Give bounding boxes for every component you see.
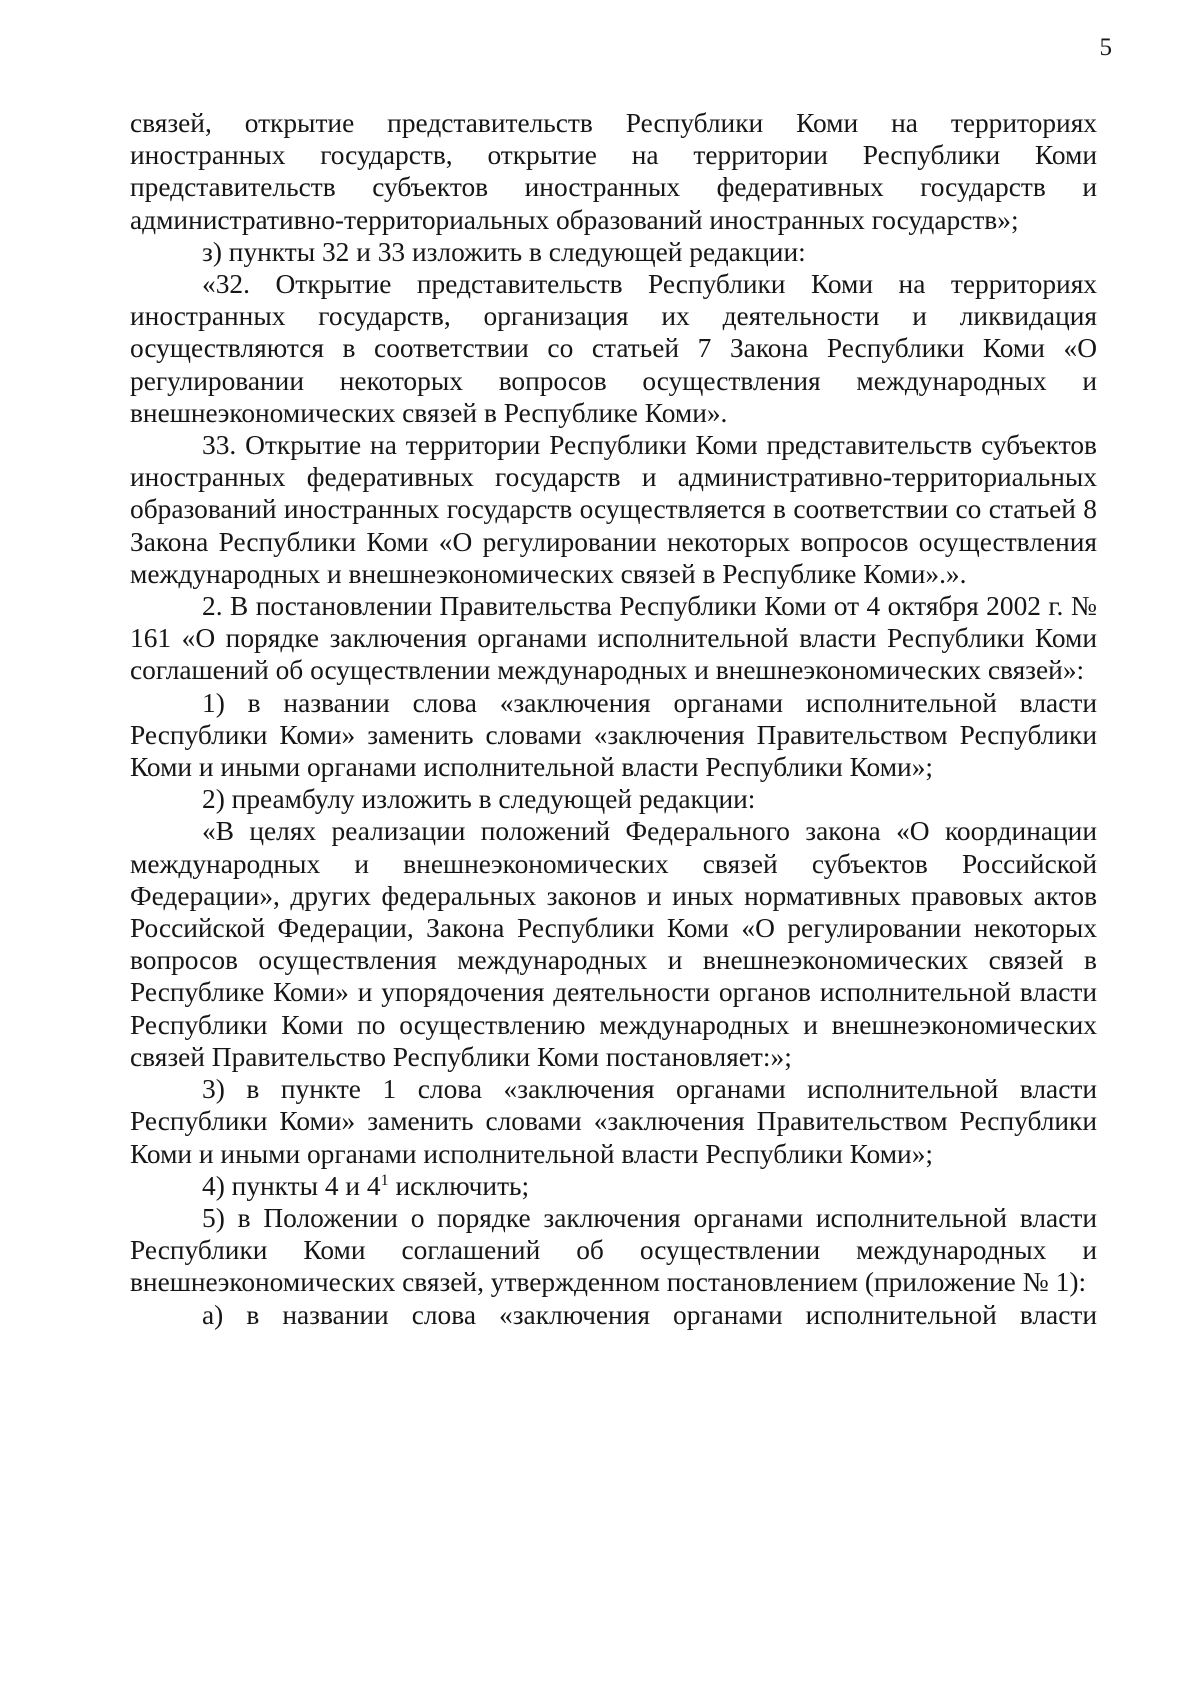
paragraph-point-32: «32. Открытие представительств Республики Коми на территориях иностранных государств, организация их деятельности и ликвидация осуществляются в соответствии со статьей 7 Закона Республики Коми «О регулировании некоторых вопросов осуществления международных и внешнеэкономических связей в Республике Коми». xyxy=(130,269,1097,428)
paragraph-item-z: з) пункты 32 и 33 изложить в следующей редакции: xyxy=(202,236,806,267)
paragraph-item-3: 3) в пункте 1 слова «заключения органами исполнительной власти Республики Коми» заменить словами «заключения Правительством Республики Коми и иными органами исполнительной власти Республики Коми»; xyxy=(130,1074,1097,1169)
item-4-text-end: исключить; xyxy=(388,1170,530,1201)
body-text xyxy=(130,107,1097,1331)
paragraph-continuation: связей, открытие представительств Республики Коми на территориях иностранных государств, открытие на территории Республики Коми представительств субъектов иностранных федеративных государств и административно-территориальных образований иностранных государств»; xyxy=(130,108,1097,235)
paragraph-item-5: 5) в Положении о порядке заключения органами исполнительной власти Республики Коми соглашений об осуществлении международных и внешнеэкономических связей, утвержденном постановлением (приложение № 1): xyxy=(130,1202,1097,1298)
paragraph-preamble: «В целях реализации положений Федерального закона «О координации международных и внешнеэкономических связей субъектов Российской Федерации», других федеральных законов и иных нормативных правовых актов Российской Федерации, Закона Республики Коми «О регулировании некоторых вопросов осуществления международных и внешнеэкономических связей в Республике Коми» и упорядочения деятельности органов исполнительной власти Республики Коми по осуществлению международных и внешнеэкономических связей Правительство Республики Коми постановляет:»; xyxy=(130,816,1097,1072)
paragraph-section-2: 2. В постановлении Правительства Республики Коми от 4 октября 2002 г. № 161 «О порядке заключения органами исполнительной власти Республики Коми соглашений об осуществлении международных и внешнеэкономических связей»: xyxy=(130,591,1097,686)
page-number: 5 xyxy=(1099,34,1112,61)
paragraph-item-2: 2) преамбулу изложить в следующей редакции: xyxy=(202,784,756,815)
item-4-superscript: 1 xyxy=(380,1171,389,1189)
item-4-text: 4) пункты 4 и 4 xyxy=(202,1170,381,1201)
paragraph-point-33: 33. Открытие на территории Республики Коми представительств субъектов иностранных федеративных государств и административно-территориальных образований иностранных государств осуществляется в соответствии со статьей 8 Закона Республики Коми «О регулировании некоторых вопросов осуществления международных и внешнеэкономических связей в Республике Коми».». xyxy=(130,430,1097,589)
paragraph-item-a: а) в названии слова «заключения органами исполнительной власти xyxy=(202,1299,1097,1330)
paragraph-item-1: 1) в названии слова «заключения органами исполнительной власти Республики Коми» заменить словами «заключения Правительством Республики Коми и иными органами исполнительной власти Республики Коми»; xyxy=(130,687,1097,783)
paragraph-item-4 xyxy=(130,1170,1097,1202)
